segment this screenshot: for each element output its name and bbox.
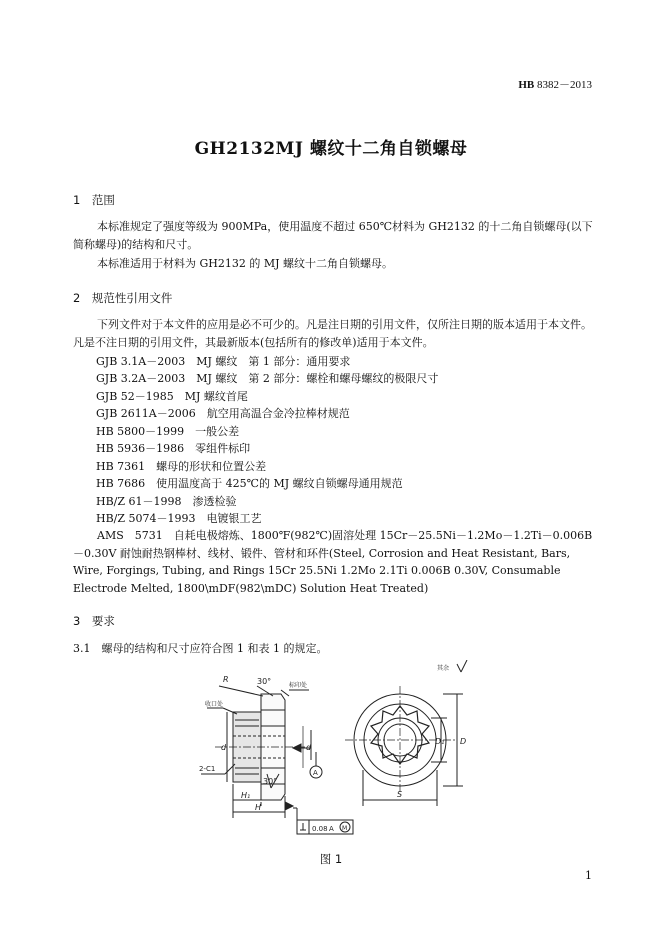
standard-code: 8382－2013 bbox=[537, 79, 592, 91]
section-2-heading: 2 规范性引用文件 bbox=[73, 291, 173, 305]
tolerance-value: 0.08 bbox=[312, 825, 328, 833]
label-d1: D₁ bbox=[435, 737, 445, 746]
section-2-paragraph-1: 下列文件对于本文件的应用是必不可少的。凡是注日期的引用文件，仅所注日期的版本适用于本文件。凡是不注日期的引用文件，其最新版本(包括所有的修改单)适用于本文件。 bbox=[73, 318, 592, 349]
reference-item: GJB 2611A－2006 航空用高温合金冷拉棒材规范 bbox=[96, 407, 350, 420]
document-title: GH2132MJ 螺纹十二角自锁螺母 bbox=[194, 139, 468, 159]
label-d-right: D bbox=[460, 737, 467, 746]
tolerance-datum: A bbox=[329, 825, 334, 833]
label-r: R bbox=[223, 675, 229, 684]
reference-item: HB 5800－1999 一般公差 bbox=[96, 425, 240, 438]
reference-item: GJB 3.1A－2003 MJ 螺纹 第 1 部分：通用要求 bbox=[96, 355, 351, 368]
reference-item: HB 7686 使用温度高于 425℃的 MJ 螺纹自锁螺母通用规范 bbox=[96, 477, 403, 490]
label-mark-position: 标印处 bbox=[289, 682, 308, 689]
reference-item: HB 5936－1986 零组件标印 bbox=[96, 442, 251, 455]
standard-prefix: HB bbox=[518, 79, 535, 91]
label-s: S bbox=[397, 790, 403, 799]
section-1-paragraph-1: 本标准规定了强度等级为 900MPa，使用温度不超过 650℃材料为 GH2132 的十二角自锁螺母(以下简称螺母)的结构和尺寸。 bbox=[73, 220, 593, 251]
reference-item: GJB 3.2A－2003 MJ 螺纹 第 2 部分：螺栓和螺母螺纹的极限尺寸 bbox=[96, 372, 439, 385]
label-collar: 收口处 bbox=[205, 701, 224, 708]
standard-number bbox=[518, 76, 592, 92]
section-1-heading: 1 范围 bbox=[73, 193, 115, 207]
nut-technical-drawing bbox=[185, 660, 485, 850]
reference-item: HB 7361 螺母的形状和位置公差 bbox=[96, 460, 267, 473]
label-angle-bottom: 30° bbox=[263, 777, 278, 786]
section-3-heading: 3 要求 bbox=[73, 614, 115, 628]
section-3-item-1: 3.1 螺母的结构和尺寸应符合图 1 和表 1 的规定。 bbox=[73, 642, 328, 655]
label-h: H bbox=[255, 803, 262, 812]
reference-item: GJB 52－1985 MJ 螺纹首尾 bbox=[96, 390, 248, 403]
label-datum-a: A bbox=[313, 769, 318, 777]
label-h1: H₁ bbox=[241, 791, 251, 800]
label-chamfer: 2-C1 bbox=[199, 765, 216, 773]
label-d-mid: d bbox=[306, 743, 312, 752]
tolerance-modifier: M bbox=[342, 825, 348, 832]
ams-reference: AMS 5731 自耗电极熔炼、1800℉(982℃)固溶处理 15Cr－25.5Ni－1.2Mo－1.2Ti－0.006B－0.30V 耐蚀耐热钢棒材、线材、锻件、管材和环件(Steel, Corrosion and Heat Resistant, Bars, Wire, Forgings, Tubing, and Rings 15Cr 25.5Ni 1.2Mo 2.1Ti 0.006B 0.30V, Consumable Electrode Melted, 1800\mDF(982\mDC) Solution Heat Treated) bbox=[73, 529, 593, 595]
reference-item: HB/Z 5074－1993 电镀银工艺 bbox=[96, 512, 262, 525]
page-number: 1 bbox=[585, 869, 592, 882]
figure-caption: 图 1 bbox=[319, 852, 343, 866]
reference-item: HB/Z 61－1998 渗透检验 bbox=[96, 495, 237, 508]
label-remaining: 其余 bbox=[437, 665, 450, 672]
label-d-left: d bbox=[221, 743, 227, 752]
label-angle-top: 30° bbox=[257, 677, 272, 686]
section-1-paragraph-2: 本标准适用于材料为 GH2132 的 MJ 螺纹十二角自锁螺母。 bbox=[97, 257, 394, 270]
